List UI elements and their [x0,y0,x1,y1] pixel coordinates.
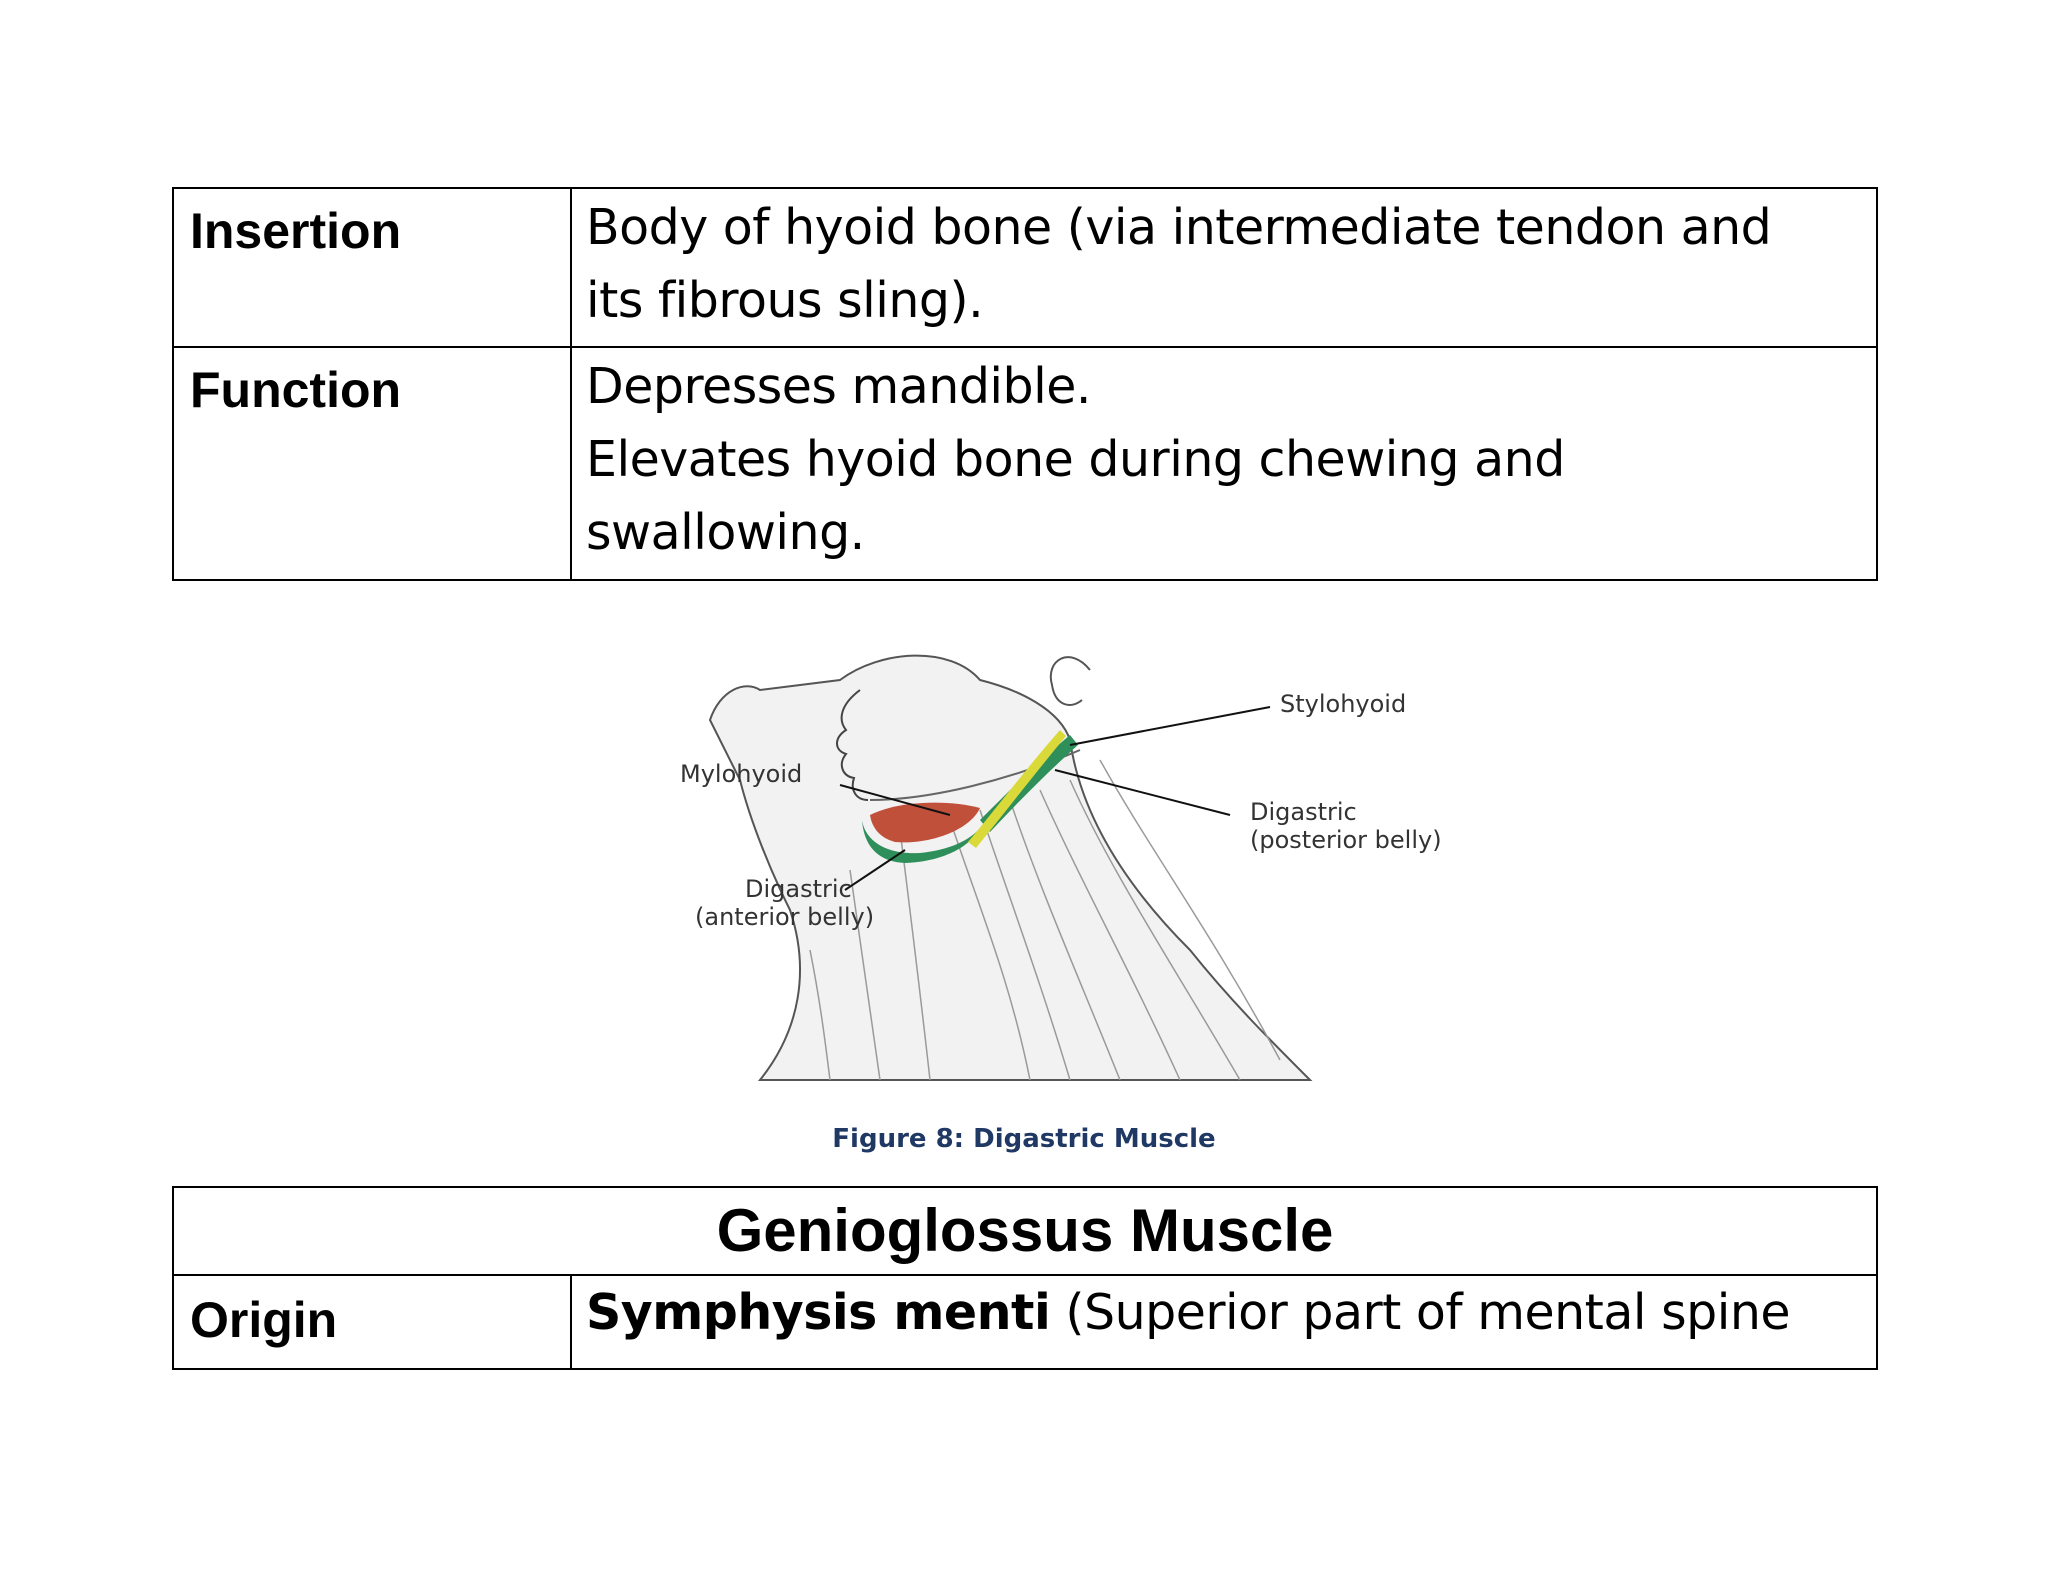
digastric-table [172,187,1878,581]
table-row-origin [173,1275,1877,1369]
label-digastric-posterior: Digastric [1250,798,1357,826]
row-label: Function [173,347,571,580]
value-line: Depresses mandible. [586,358,1091,415]
value-rest: (Superior part of mental spine [1050,1284,1791,1341]
value-line: Body of hyoid bone (via intermediate tendon and [586,199,1772,256]
figure-caption: Figure 8: Digastric Muscle [832,1124,1216,1154]
row-label: Origin [173,1275,571,1369]
table-heading: Genioglossus Muscle [173,1187,1877,1275]
row-label: Insertion [173,188,571,347]
label-digastric-anterior: Digastric [745,875,852,903]
label-mylohyoid: Mylohyoid [680,760,803,788]
neck-outline [710,656,1310,1080]
table-row-function [173,347,1877,580]
value-line: its fibrous sling). [586,272,984,329]
neck-muscle-illustration [650,650,1490,1095]
table-heading-row [173,1187,1877,1275]
value-bold-term: Symphysis menti [586,1284,1051,1341]
ear-outline [1051,657,1090,705]
label-digastric-anterior-belly: (anterior belly) [695,903,875,931]
label-digastric-posterior-belly: (posterior belly) [1250,826,1442,854]
row-value [571,1275,1877,1369]
value-line: swallowing. [586,504,865,561]
label-stylohyoid: Stylohyoid [1280,690,1407,718]
table-row-insertion [173,188,1877,347]
genioglossus-table [172,1186,1878,1370]
value-line: Elevates hyoid bone during chewing and [586,431,1565,488]
row-value [571,188,1877,347]
row-value [571,347,1877,580]
